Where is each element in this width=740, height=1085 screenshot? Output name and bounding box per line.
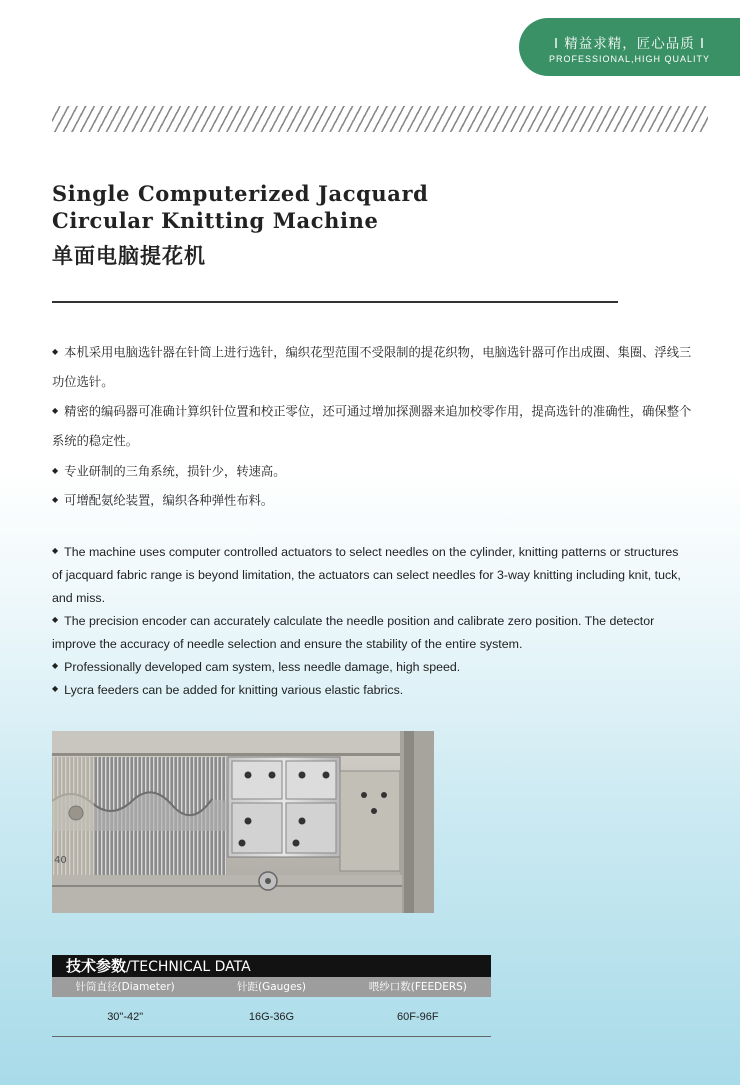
column-feeders: 喂纱口数(FEEDERS) bbox=[368, 981, 467, 993]
feature-item-cn: ◆ 专业研制的三角系统，损针少，转速高。 bbox=[52, 457, 692, 487]
column-diameter: 针筒直径(Diameter) bbox=[75, 981, 175, 993]
page-title-en bbox=[52, 180, 428, 234]
technical-data-header bbox=[52, 955, 491, 977]
bullet-icon: ◆ bbox=[52, 615, 59, 625]
bullet-icon: ◆ bbox=[52, 684, 59, 694]
feature-item-en: ◆ The machine uses computer controlled actuators to select needles on the cylinder, knitting patterns or structures of jacquard fabric range is beyond limitation, the actuators can select needles for 3-way knitting including knit, tuck, and miss. bbox=[52, 541, 692, 610]
technical-data-table bbox=[52, 955, 491, 1037]
feature-item-en: ◆ Professionally developed cam system, less needle damage, high speed. bbox=[52, 656, 692, 679]
bullet-icon: ◆ bbox=[52, 546, 59, 556]
badge-slogan-en: PROFESSIONAL,HIGH QUALITY bbox=[548, 54, 711, 64]
feature-list-cn bbox=[52, 338, 692, 516]
bullet-icon: ◆ bbox=[52, 465, 59, 475]
table-column-headers bbox=[52, 977, 491, 997]
title-line-2: Circular Knitting Machine bbox=[52, 208, 379, 233]
bullet-icon: ◆ bbox=[52, 347, 59, 356]
title-line-1: Single Computerized Jacquard bbox=[52, 181, 429, 206]
bullet-icon: ◆ bbox=[52, 406, 59, 416]
table-row bbox=[52, 997, 491, 1037]
decorative-hatch-divider bbox=[52, 106, 708, 132]
cylinder-marking-label: 40 bbox=[54, 855, 67, 866]
bullet-icon: ◆ bbox=[52, 495, 59, 505]
machine-photo bbox=[52, 731, 434, 913]
tech-title-cn: 技术参数 bbox=[66, 957, 127, 975]
feature-list-en bbox=[52, 541, 692, 702]
bullet-icon: ◆ bbox=[52, 660, 59, 670]
badge-slogan-cn: Ⅰ 精益求精，匠心品质 Ⅰ bbox=[553, 36, 706, 52]
feature-item-cn: ◆ 可增配氨纶装置，编织各种弹性布料。 bbox=[52, 486, 692, 516]
column-gauges: 针距(Gauges) bbox=[236, 981, 306, 993]
value-gauges: 16G-36G bbox=[248, 1011, 295, 1023]
jacquard-machine-cam-illustration bbox=[52, 731, 434, 913]
value-diameter: 30"-42" bbox=[107, 1011, 144, 1023]
feature-item-en: ◆ The precision encoder can accurately calculate the needle position and calibrate zero position. The detector improve the accuracy of needle selection and ensure the stability of the entire system. bbox=[52, 610, 692, 656]
page-title-cn: 单面电脑提花机 bbox=[52, 244, 206, 268]
tech-title-en: /TECHNICAL DATA bbox=[126, 959, 251, 975]
feature-item-en: ◆ Lycra feeders can be added for knitting various elastic fabrics. bbox=[52, 679, 692, 702]
value-feeders: 60F-96F bbox=[397, 1011, 439, 1023]
feature-item-cn: ◆ 本机采用电脑选针器在针筒上进行选针，编织花型范围不受限制的提花织物，电脑选针器可作出成圈、集圈、浮线三功位选针。 bbox=[52, 338, 692, 397]
quality-badge bbox=[519, 18, 740, 76]
feature-item-cn: ◆ 精密的编码器可准确计算织针位置和校正零位，还可通过增加探测器来追加校零作用，提高选针的准确性，确保整个系统的稳定性。 bbox=[52, 397, 692, 456]
title-underline bbox=[52, 301, 618, 303]
